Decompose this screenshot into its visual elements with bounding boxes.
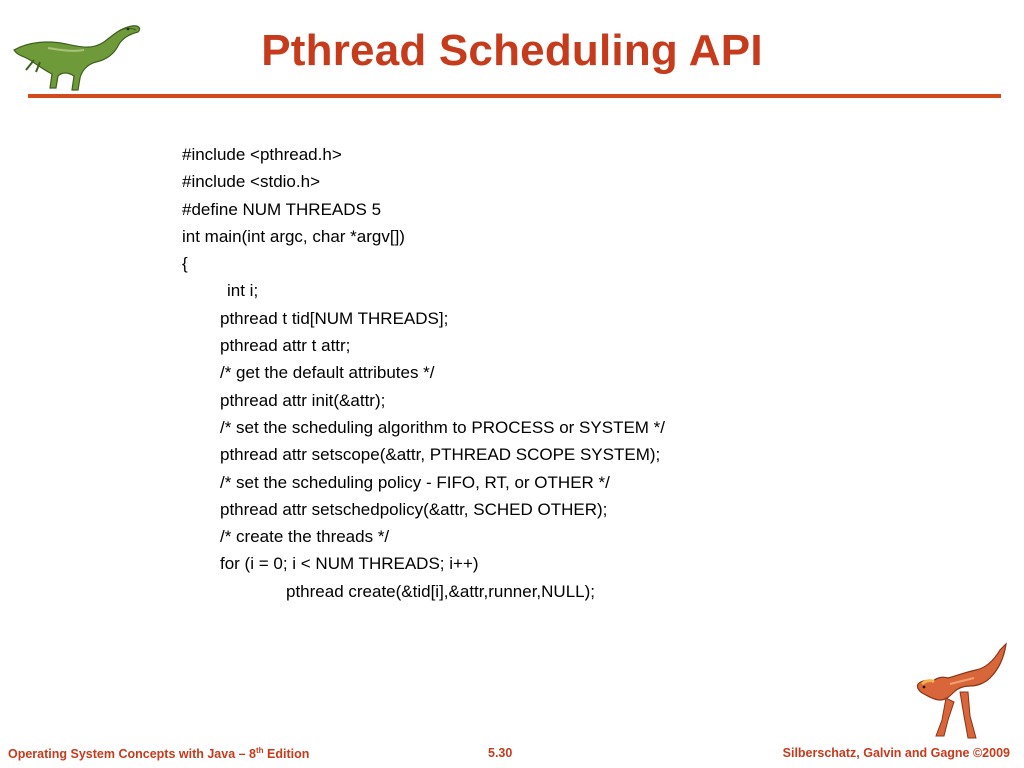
footer-copyright: Silberschatz, Galvin and Gagne ©2009 (782, 746, 1010, 760)
title-divider (28, 94, 1001, 98)
code-line: /* create the threads */ (220, 527, 390, 547)
code-line: #include <stdio.h> (182, 172, 320, 192)
footer-book-title-suffix: Edition (263, 747, 310, 762)
code-line: int main(int argc, char *argv[]) (182, 226, 405, 246)
footer-edition-superscript: th (256, 746, 264, 755)
code-line: pthread create(&tid[i],&attr,runner,NULL); (286, 581, 595, 601)
footer-book-title (8, 746, 309, 761)
code-line: pthread attr setschedpolicy(&attr, SCHED OTHER); (220, 499, 608, 519)
code-line: /* get the default attributes */ (220, 363, 435, 383)
footer-book-title-text: Operating System Concepts with Java – 8 (8, 747, 256, 762)
slide-title: Pthread Scheduling API (261, 26, 763, 75)
code-line: for (i = 0; i < NUM THREADS; i++) (220, 554, 479, 574)
code-line: #define NUM THREADS 5 (182, 199, 382, 219)
code-block (182, 141, 665, 605)
code-line: pthread t tid[NUM THREADS]; (220, 308, 449, 328)
code-line: /* set the scheduling policy - FIFO, RT, or OTHER */ (220, 472, 610, 492)
code-line: #include <pthread.h> (182, 145, 342, 164)
code-line: pthread attr setscope(&attr, PTHREAD SCOPE SYSTEM); (220, 445, 661, 465)
code-line: /* set the scheduling algorithm to PROCESS or SYSTEM */ (220, 417, 666, 437)
orange-dinosaur-icon (910, 640, 1010, 745)
page-number: 5.30 (488, 746, 513, 760)
code-line: pthread attr init(&attr); (220, 390, 386, 410)
code-line: int i; (227, 281, 259, 301)
code-line: { (182, 254, 188, 274)
code-line: pthread attr t attr; (220, 336, 351, 356)
